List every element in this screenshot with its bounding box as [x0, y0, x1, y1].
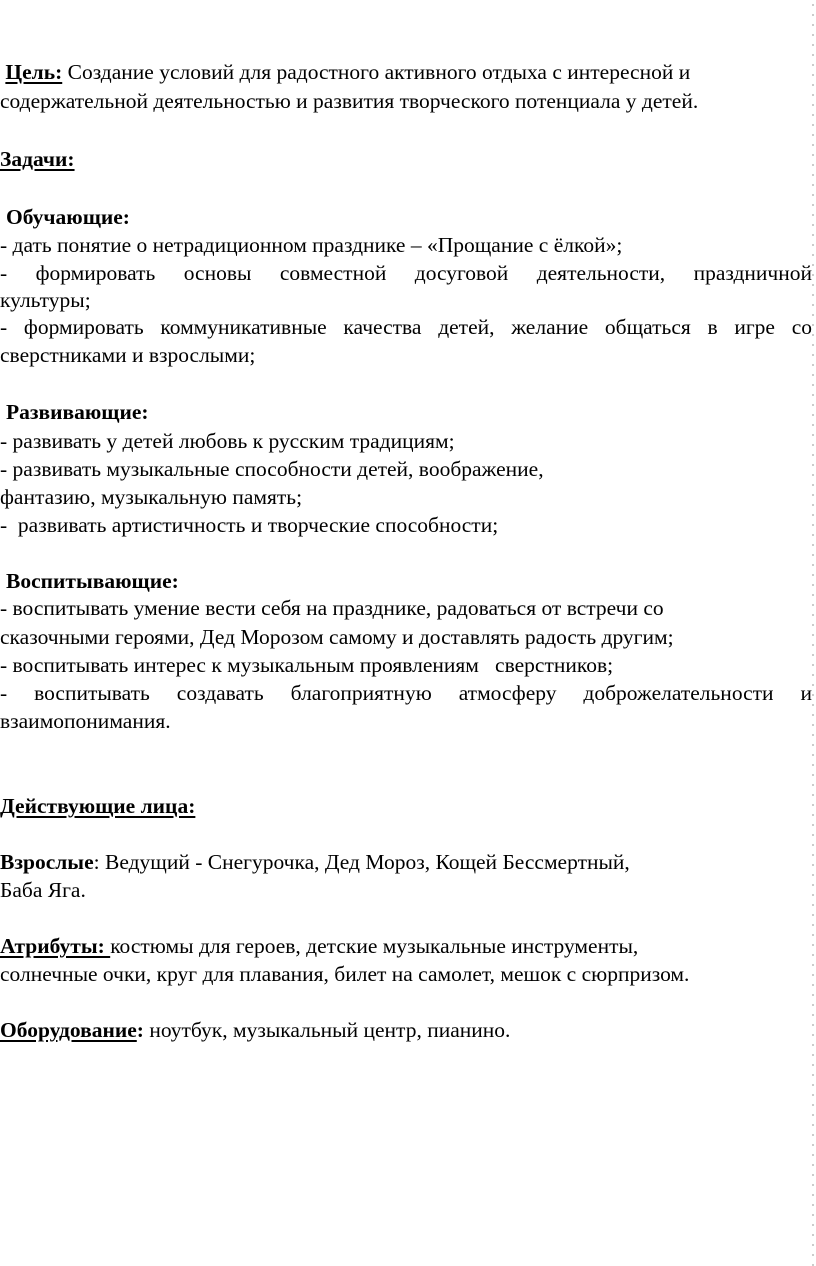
developing-item: - развивать у детей любовь к русским традициям;: [0, 429, 455, 453]
goal-label: Цель:: [5, 60, 63, 84]
equipment-colon: :: [136, 1018, 144, 1042]
teaching-item: культуры;: [0, 288, 91, 312]
equipment-line: [0, 1016, 510, 1045]
adults-line-1: [0, 848, 630, 877]
goal-line-1: [0, 58, 690, 87]
attributes-text-1: костюмы для героев, детские музыкальные инструменты,: [110, 934, 639, 958]
attributes-label: Атрибуты:: [0, 934, 111, 958]
developing-heading: Развивающие:: [6, 400, 149, 424]
developing-item: - развивать музыкальные способности детей, воображение,: [0, 457, 544, 481]
equipment-label: Оборудование: [0, 1018, 137, 1042]
teaching-item: - дать понятие о нетрадиционном празднике – «Прощание с ёлкой»;: [0, 233, 623, 257]
teaching-item: - формировать основы совместной досуговой деятельности, праздничной: [0, 261, 812, 285]
educating-heading: Воспитывающие:: [6, 569, 179, 593]
goal-line-2: содержательной деятельностью и развития творческого потенциала у детей.: [0, 89, 699, 113]
adults-line-2: Баба Яга.: [0, 878, 86, 902]
adults-label: Взрослые: [0, 850, 94, 874]
developing-item: фантазию, музыкальную память;: [0, 485, 303, 509]
tasks-heading: Задачи:: [0, 147, 75, 171]
goal-text-1: Создание условий для радостного активного отдыха с интересной и: [67, 60, 691, 84]
developing-item: - развивать артистичность и творческие способности;: [0, 513, 499, 537]
teaching-heading: Обучающие:: [6, 205, 130, 229]
educating-item: сказочными героями, Дед Морозом самому и доставлять радость другим;: [0, 625, 674, 649]
characters-heading: Действующие лица:: [0, 794, 196, 818]
equipment-text: ноутбук, музыкальный центр, пианино.: [143, 1018, 511, 1042]
educating-item: - воспитывать интерес к музыкальным проявлениям сверстников;: [0, 653, 614, 677]
attributes-line-1: [0, 932, 638, 961]
educating-item: - воспитывать умение вести себя на празднике, радоваться от встречи со: [0, 596, 664, 620]
educating-item: - воспитывать создавать благоприятную атмосферу доброжелательности и: [0, 681, 812, 705]
educating-item: взаимопонимания.: [0, 709, 171, 733]
page-edge-dots: [812, 0, 814, 1266]
adults-text: : Ведущий - Снегурочка, Дед Мороз, Кощей Бессмертный,: [93, 850, 630, 874]
attributes-line-2: солнечные очки, круг для плавания, билет на самолет, мешок с сюрпризом.: [0, 962, 690, 986]
teaching-item: - формировать коммуникативные качества детей, желание общаться в игре со: [0, 315, 812, 339]
teaching-item: сверстниками и взрослыми;: [0, 343, 256, 367]
